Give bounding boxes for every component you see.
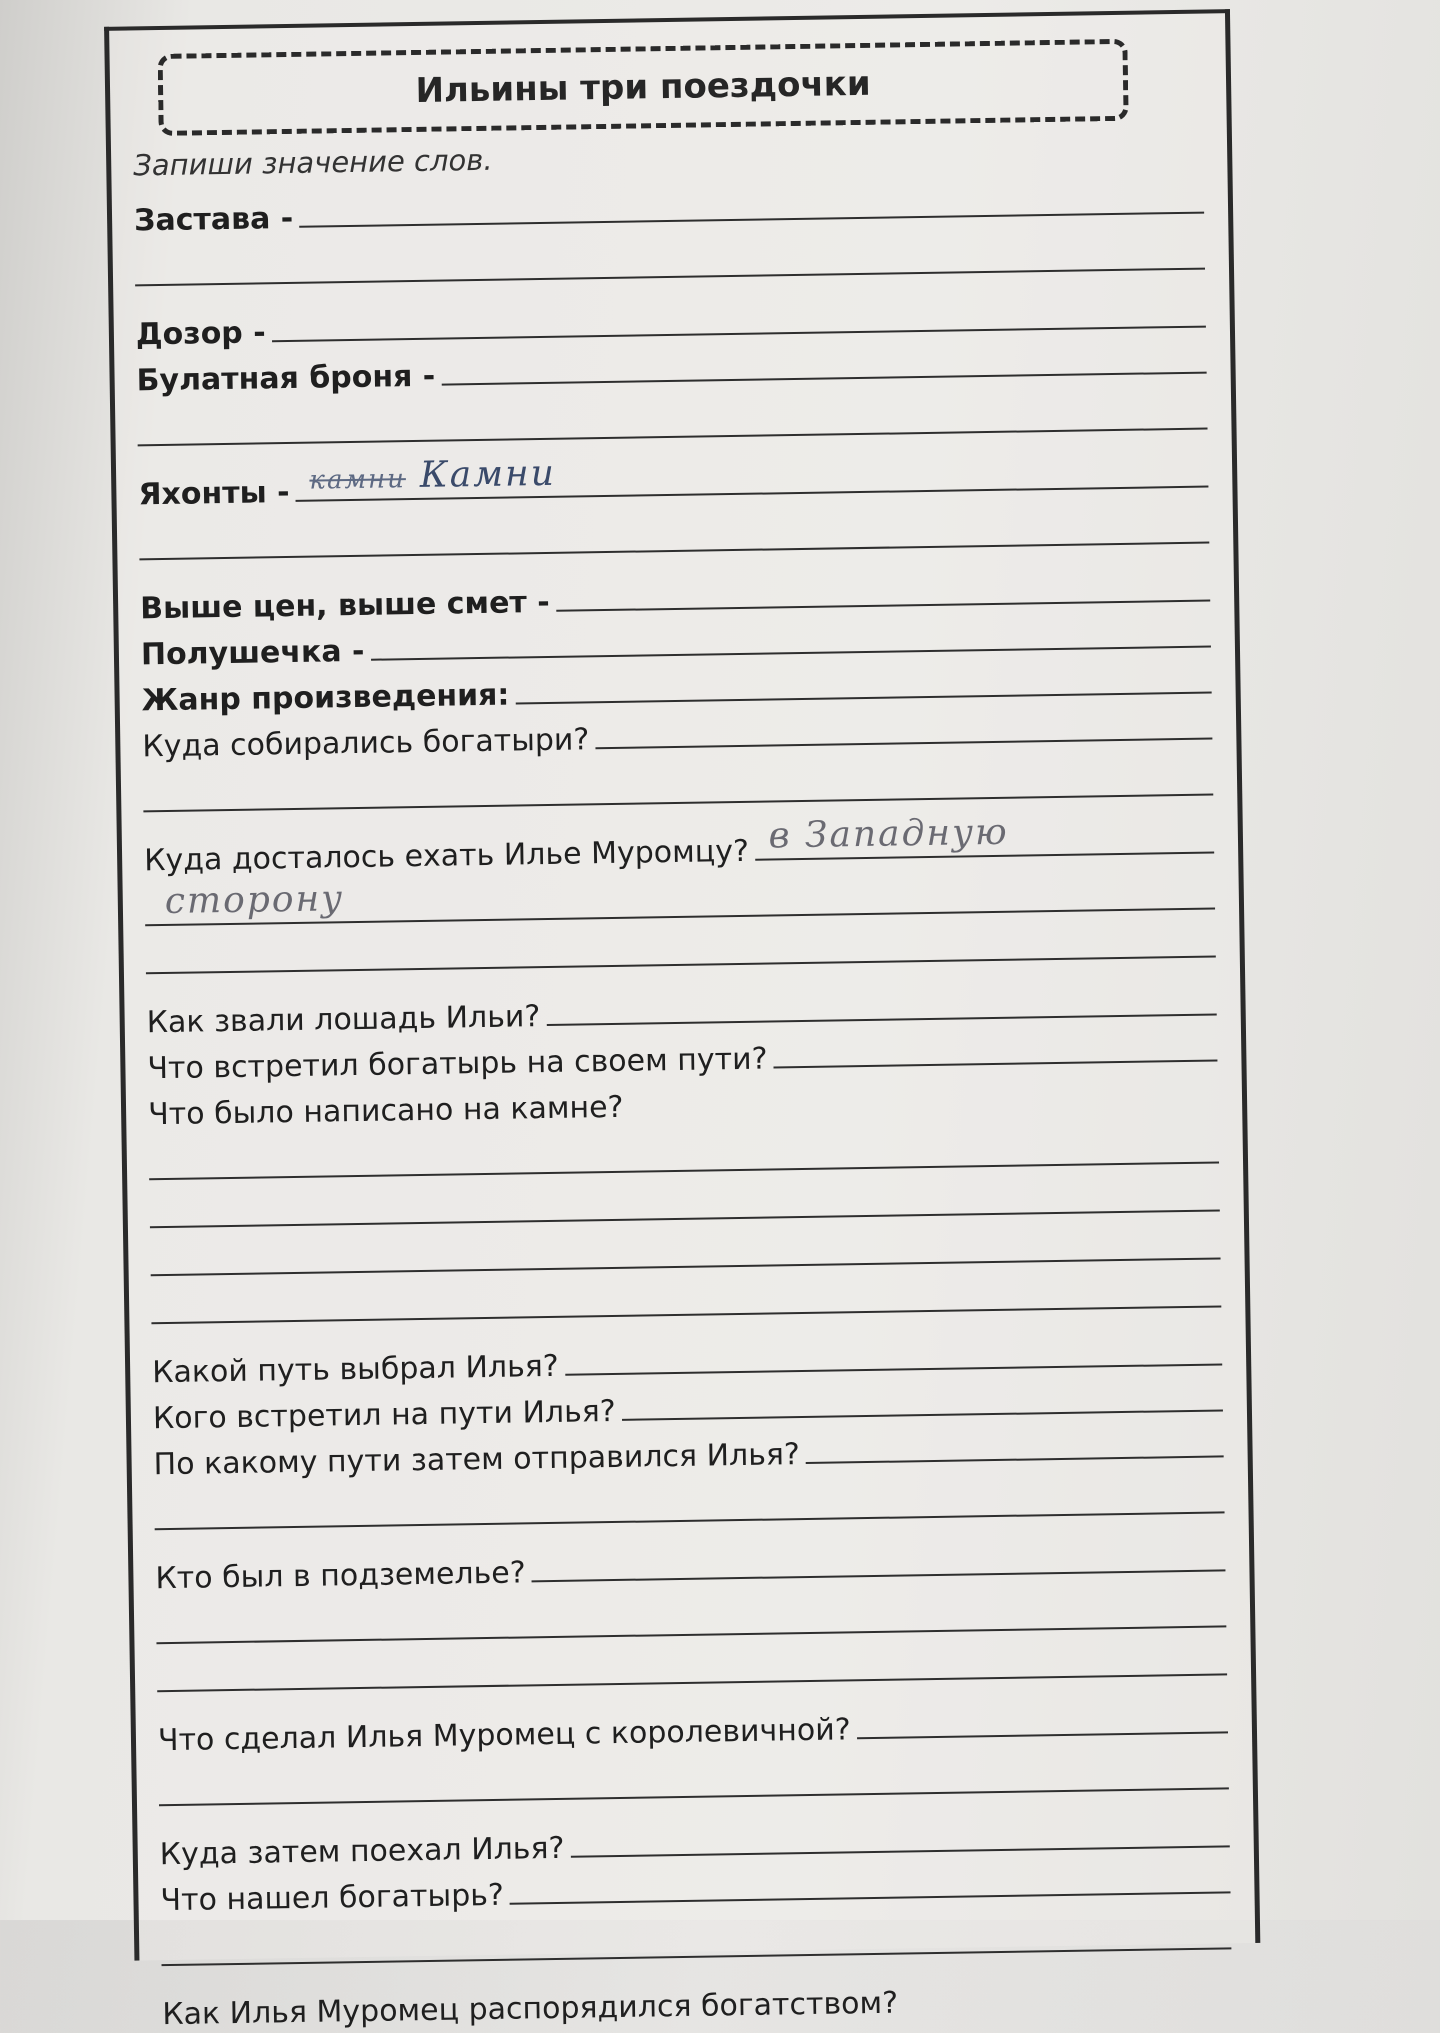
question-label: Что встретил богатырь на своем пути? bbox=[147, 1041, 768, 1087]
title-box bbox=[158, 39, 1129, 136]
question-label: Как Илья Муромец распорядился богатством? bbox=[162, 1985, 899, 2033]
question-label: Кого встретил на пути Илья? bbox=[152, 1393, 616, 1437]
worksheet-content bbox=[133, 132, 1232, 2033]
question-label: Что сделал Илья Муромец с королевичной? bbox=[157, 1712, 851, 1759]
item-label: Жанр произведения: bbox=[141, 677, 510, 719]
answer-line[interactable] bbox=[857, 1730, 1228, 1739]
answer-line[interactable] bbox=[571, 1844, 1230, 1857]
answer-line[interactable] bbox=[806, 1454, 1224, 1464]
answer-line[interactable] bbox=[532, 1568, 1226, 1582]
worksheet bbox=[104, 9, 1260, 2033]
answer-line[interactable] bbox=[510, 1890, 1231, 1904]
answer-text: Камни bbox=[419, 452, 557, 496]
answer-line[interactable] bbox=[774, 1058, 1218, 1068]
question-label: Куда затем поехал Илья? bbox=[159, 1830, 565, 1873]
question-label: Куда собирались богатыри? bbox=[142, 722, 590, 765]
question-label: Что нашел богатырь? bbox=[160, 1877, 505, 1919]
item-label: Яхонты - bbox=[138, 474, 290, 513]
item-label: Выше цен, выше смет - bbox=[139, 584, 550, 627]
item-label: Дозор - bbox=[135, 315, 266, 353]
item-label: Застава - bbox=[133, 200, 294, 239]
question-label: Куда досталось ехать Илье Муромцу? bbox=[143, 833, 750, 879]
question-label: Какой путь выбрал Илья? bbox=[151, 1348, 559, 1391]
struck-word: камни bbox=[309, 464, 407, 496]
answer-line[interactable] bbox=[546, 1012, 1216, 1026]
answer-line[interactable] bbox=[622, 1408, 1223, 1420]
handwritten-answer: в Западную bbox=[768, 811, 1009, 857]
question-label: Что было написано на камне? bbox=[147, 1089, 624, 1133]
question-label: По какому пути затем отправился Илья? bbox=[153, 1437, 801, 1483]
answer-line[interactable] bbox=[755, 811, 1214, 861]
answer-line[interactable] bbox=[595, 737, 1212, 750]
answer-line[interactable] bbox=[556, 599, 1210, 612]
instruction: Запиши значение слов. bbox=[132, 142, 493, 183]
handwritten-answer bbox=[309, 453, 556, 498]
question-label: Кто был в подземелье? bbox=[155, 1555, 526, 1597]
answer-line[interactable] bbox=[441, 371, 1206, 386]
worksheet-title: Ильины три поездочки bbox=[415, 63, 871, 111]
answer-line[interactable] bbox=[565, 1362, 1222, 1375]
question-label: Как звали лошадь Ильи? bbox=[146, 999, 541, 1041]
handwritten-answer: сторону bbox=[164, 878, 345, 922]
item-label: Булатная броня - bbox=[136, 358, 436, 399]
item-label: Полушечка - bbox=[140, 633, 365, 673]
